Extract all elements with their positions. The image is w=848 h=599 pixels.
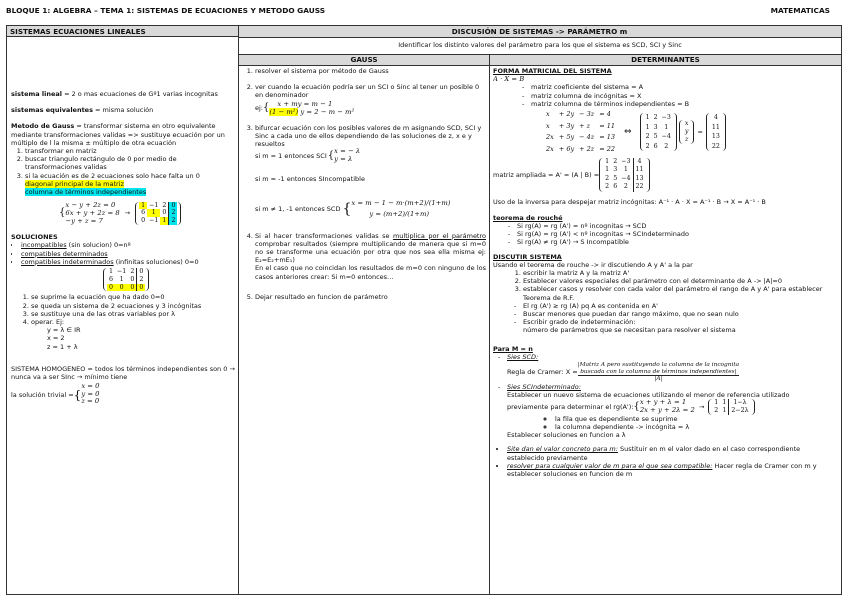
discutir-title: DISCUTIR SISTEMA bbox=[493, 252, 562, 261]
scind-example: previamente para determinar el rg(A'): { x + y + λ = 1 2x + y + 2λ = 2 → 1 1 1−λ 2 1 2−2λ bbox=[493, 399, 839, 415]
left-column-header: SISTEMAS ECUACIONES LINEALES bbox=[7, 26, 238, 37]
cramer-rule: Regla de Cramer: X = |Matriz A pero sustituyendo la columna de la incognita buscada con la columna de términos independientes| |A| bbox=[507, 362, 740, 383]
intro-text: Identificar los distinto valores del parámetro para los que el sistema es SCD, SCI y Sinc bbox=[398, 41, 682, 49]
scd-section bbox=[493, 353, 839, 361]
matrix-A: 1 2 −3 1 3 1 2 5 −4 2 6 2 bbox=[640, 113, 677, 151]
document-title: BLOQUE 1: ALGEBRA – TEMA 1: SISTEMAS DE ECUACIONES Y METODO GAUSS bbox=[6, 6, 326, 15]
list-item: 1. se suprime la ecuación que ha dado 0=0 bbox=[31, 293, 235, 301]
scind-section bbox=[493, 383, 839, 391]
subject-title: MATEMATICAS bbox=[770, 6, 830, 15]
list-item: 3. si la ecuación es de 2 ecuaciones solo hace falta un 0 diagonal principal de la matriz columna de términos independientes bbox=[25, 172, 235, 197]
discutir-bullets bbox=[493, 302, 839, 327]
list-item: - Sies SCIndeterminado: bbox=[507, 383, 839, 391]
list-item: - Si rg(A) ≠ rg (A') → S Incompatible bbox=[517, 238, 839, 246]
list-item: - Si rg(A) = rg (A') < nº incognitas → SCIndeterminado bbox=[517, 230, 839, 238]
list-item: • compatibles indeterminados (infinitas soluciones) 0=0 bbox=[21, 258, 235, 266]
list-item: - Escribir grado de indeterminación: bbox=[523, 318, 839, 326]
discutir-intro: Usando el teorema de rouche -> ir discutiendo A y A' a la par bbox=[493, 260, 693, 269]
list-item: 2. se queda un sistema de 2 ecuaciones y 3 incógnitas bbox=[31, 302, 235, 310]
list-item: - Si rg(A) = rg (A') = nº incognitas → SCD bbox=[517, 222, 839, 230]
right-column-header: DISCUSIÓN DE SISTEMAS -> PARÁMETRO m bbox=[238, 26, 841, 38]
matrix-B: 4 11 13 22 bbox=[706, 113, 726, 151]
case-m-other: si m ≠ 1, -1 entonces SCD { x = m − 1 − m·(m+2)/(1+m) y = (m+2)/(1+m) bbox=[255, 198, 451, 218]
homogeneo-definition: SISTEMA HOMOGENEO = todos los términos independientes son 0 → nunca va a ser SInc → mínimo tiene bbox=[11, 364, 235, 382]
list-item: ◦ la fila que es dependiente se suprime bbox=[555, 415, 839, 423]
case-m-neg1: si m = -1 entonces SIncompatible bbox=[255, 175, 365, 184]
case-m1: si m = 1 entonces SCI { x = − λ y = λ bbox=[255, 147, 361, 163]
top-header bbox=[6, 6, 842, 18]
scind-matrix: 1 1 1−λ 2 1 2−2λ bbox=[708, 399, 754, 415]
list-item: 1. transformar en matriz bbox=[25, 147, 235, 155]
list-item: - matriz columna de términos independientes = B bbox=[531, 100, 839, 108]
determinantes-header: DETERMINANTES bbox=[490, 55, 841, 66]
gauss-header: GAUSS bbox=[239, 55, 489, 66]
divider-middle bbox=[489, 55, 490, 594]
list-item: - matriz coeficiente del sistema = A bbox=[531, 83, 839, 91]
forma-equation: A · X = B bbox=[493, 75, 525, 84]
scind-end: Establecer soluciones en funcion a λ bbox=[507, 431, 626, 440]
gauss-example: ej: { x + my = m − 1 (1 − m²) y = 2 − m − m² bbox=[255, 99, 355, 116]
inversa-note: Uso de la inversa para despejar matriz incógnitas: A⁻¹ · A · X = A⁻¹ · B → X = A⁻¹ · B bbox=[493, 197, 766, 206]
para-m-title: Para M = n bbox=[493, 344, 533, 353]
trivial-solution: la solución trivial = { x = 0 y = 0 z = 0 bbox=[11, 382, 100, 406]
list-item: ◦ la columna dependiente -> incógnita = λ bbox=[555, 423, 839, 431]
indeterminacion-def: número de parámetros que se necesitan para resolver el sistema bbox=[523, 326, 736, 335]
cramer-fraction: |Matriz A pero sustituyendo la columna de la incognita buscada con la columna de términos independientes| |A| bbox=[577, 362, 740, 383]
list-item: 3. establecer casos y resolver con cada valor del parámetro el rango de A y A' para establecer Teorema de R.F. bbox=[523, 285, 839, 301]
highlight-column: columna de términos independientes bbox=[25, 188, 147, 197]
soluciones-list bbox=[11, 241, 235, 266]
list-item: • Site dan el valor concreto para m: Sustituir en m el valor dado en el caso correspondiente establecido previamente bbox=[507, 445, 839, 461]
forma-list bbox=[493, 83, 839, 108]
list-item: 2. buscar triangulo rectángulo de 0 por medio de transformaciones validas bbox=[25, 155, 235, 171]
matrix-form-example: x + 2y − 3z = 4 x + 3y + z = 11 2x + 5y − 4z = 13 2x + 6y + 2z = 22 ⇔ 1 2 −3 1 3 1 2 5 −4 2 6 2 x y z = 4 11 13 22 bbox=[545, 109, 839, 155]
list-item: 4. operar. Ej: bbox=[31, 318, 235, 326]
left-column bbox=[11, 90, 235, 590]
list-item: 2. Establecer valores especiales del parámetro con el determinante de A -> |A|=0 bbox=[523, 277, 839, 285]
rouche-title: teorema de rouché bbox=[493, 213, 563, 222]
gauss-procedure bbox=[241, 67, 486, 301]
list-item: 1. resolver el sistema por método de Gauss bbox=[255, 67, 486, 75]
rouche-list bbox=[493, 222, 839, 247]
forma-title: FORMA MATRICIAL DEL SISTEMA bbox=[493, 67, 612, 75]
scind-text: Establecer un nuevo sistema de ecuaciones utilizando el menor de referencia utilizado bbox=[507, 391, 790, 400]
soluciones-title: SOLUCIONES bbox=[11, 233, 58, 242]
list-item: - Buscar menores que puedan dar rango máximo, que no sean nulo bbox=[523, 310, 839, 318]
list-item: - Sies SCD: bbox=[507, 353, 839, 361]
list-item: 1. escribir la matriz A y la matriz A' bbox=[523, 269, 839, 277]
list-item: 2. ver cuando la ecuación podría ser un SCI o Sinc al tener un posible 0 en denominador ej: { x + my = m − 1 (1 − m²) y = 2 − m − m² bbox=[255, 83, 486, 115]
highlight-diagonal: diagonal principal de la matriz bbox=[25, 179, 124, 188]
scind-circle-list bbox=[493, 415, 839, 431]
example-system: { x − y + 2z = 0 6x + y + 2z = 8 −y + z = 7 → 1 −1 2 0 6 1 0 2 0 −1 1 2 bbox=[59, 201, 235, 225]
gauss-column bbox=[241, 67, 486, 387]
discutir-steps bbox=[493, 269, 839, 302]
list-item: • compatibles determinados bbox=[21, 250, 235, 258]
gauss-steps bbox=[11, 147, 235, 196]
matrix-X: x y z bbox=[679, 120, 695, 143]
list-item: 3. bifurcar ecuación con los posibles valores de m asignando SCD, SCI y Sinc a cada uno de ellos dependiendo de las soluciones de z, x e y resueltos si m = 1 entonces SCI { x = − λ y = λ si m = -1 entonces SIncompatible si m ≠ 1, -1 entonces SCD { x = m − 1 − m·(m+2)/(1+m) y = (m+2)/(1+m) bbox=[255, 124, 486, 220]
sistema-lineal-definition: sistema lineal = 2 o mas ecuaciones de Gº1 varias incognitas bbox=[11, 90, 218, 98]
list-item: 3. se sustituye una de las otras variables por λ bbox=[31, 310, 235, 318]
sistemas-equivalentes-definition: sistemas equivalentes = misma solución bbox=[11, 106, 154, 115]
summary-table bbox=[6, 25, 842, 595]
divider-left bbox=[238, 26, 239, 594]
augmented-matrix-1: 1 −1 2 0 6 1 0 2 0 −1 1 2 bbox=[135, 202, 181, 225]
augmented-matrix-2: 1 −1 2 0 6 1 0 2 0 0 0 0 bbox=[103, 268, 149, 291]
linear-system: x + 2y − 3z = 4 x + 3y + z = 11 2x + 5y − 4z = 13 2x + 6y + 2z = 22 bbox=[546, 110, 616, 153]
list-item: • incompatibles (sin solucion) 0=nº bbox=[21, 241, 235, 249]
example-matrix-2 bbox=[103, 268, 235, 291]
list-item: • resolver para cualquier valor de m para el que sea compatible: Hacer regla de Cramer con m y establecer soluciones en funcion de m bbox=[507, 462, 839, 478]
gauss-method-definition: Metodo de Gauss = transformar sistema en otro equivalente mediante transformaciones validas => sustituye ecuación por un múltiplo de l la misma ± múltiplo de otra ecuación bbox=[11, 122, 225, 147]
list-item: - matriz columna de incógnitas = X bbox=[531, 92, 839, 100]
list-item: 5. Dejar resultado en funcion de parámetro bbox=[255, 293, 486, 301]
list-item: - El rg (A') ≥ rg (A) pq A es contenida en A' bbox=[523, 302, 839, 310]
list-item: 4. Si al hacer transformaciones validas se multiplica por el parámetro comprobar resultados (siempre multiplicando de manera que si m=0 no se transforme una ecuación por otra que nos sea ella misma ej: E₂=E₂+mE₁) En el caso que no coincidan los resultados de m=0 con ninguno de los casos anteriores crear: Si m=0 entonces… bbox=[255, 232, 486, 281]
example-solution: y = λ ∈ IR x = 2 z = 1 + λ bbox=[47, 326, 81, 351]
augmented-matrix: 1 2 −3 4 1 3 1 11 2 5 −4 13 2 6 2 22 bbox=[599, 158, 649, 192]
final-notes bbox=[493, 445, 839, 478]
matriz-ampliada: matriz ampliada = A' = (A | B) = 1 2 −3 4 1 3 1 11 2 5 −4 13 2 6 2 22 bbox=[493, 158, 839, 192]
determinantes-column bbox=[493, 67, 839, 595]
indeterminate-steps bbox=[11, 293, 235, 326]
